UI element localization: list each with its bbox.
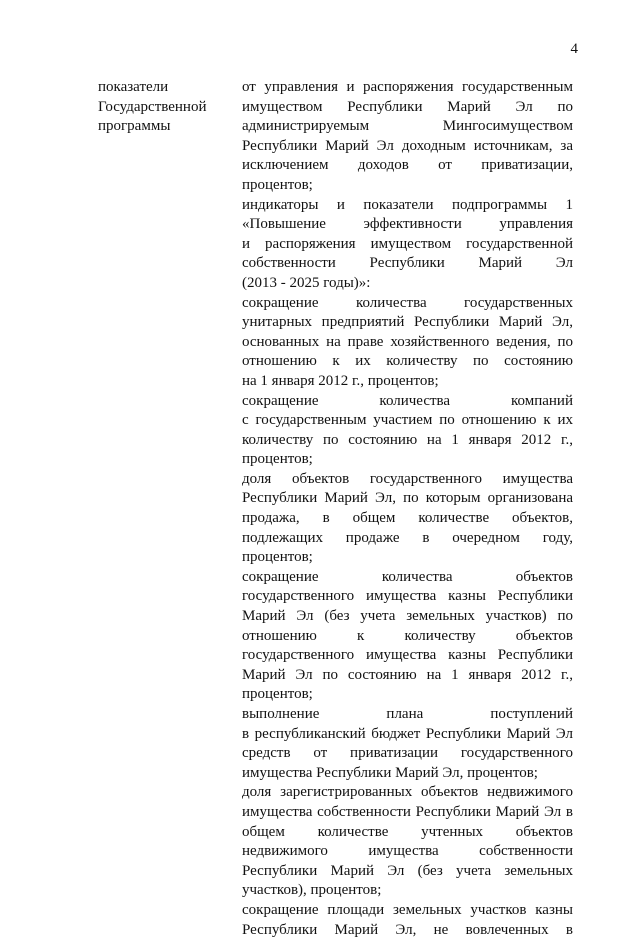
text-line: основанных на праве хозяйственного ведения, по — [242, 333, 573, 350]
text-line: сокращение площади земельных участков казны — [242, 901, 573, 918]
text-line: Республики Марий Эл, не вовлеченных в — [242, 921, 573, 938]
text-line: и распоряжения имуществом государственной — [242, 235, 573, 252]
text-line: имущества собственности Республики Марий Эл в — [242, 803, 573, 820]
text-line: «Повышение эффективности управления — [242, 216, 573, 233]
text-line: имущества Республики Марий Эл, процентов; — [242, 764, 538, 781]
text-line: выполнение плана поступлений — [242, 706, 573, 722]
text-line: администрируемым Мингосимуществом — [242, 118, 573, 135]
text-line: имуществом Республики Марий Эл по — [242, 98, 573, 115]
text-line: унитарных предприятий Республики Марий Эл, — [242, 314, 573, 331]
text-line: средств от приватизации государственного — [242, 745, 573, 762]
text-line: в республиканский бюджет Республики Марий Эл — [242, 725, 573, 742]
text-line: государственного имущества казны Республики — [242, 647, 573, 664]
text-line: общем количестве учтенных объектов — [242, 823, 573, 840]
row-label-line: показатели — [98, 79, 169, 95]
text-line: доля объектов государственного имущества — [242, 470, 573, 487]
text-line: Марий Эл (без учета земельных участков) по — [242, 608, 573, 625]
text-line: доля зарегистрированных объектов недвижимого — [242, 784, 573, 801]
text-line: сокращение количества объектов — [242, 568, 573, 585]
text-line: Республики Марий Эл (без учета земельных — [242, 862, 573, 879]
text-line: исключением доходов от приватизации, — [242, 157, 573, 174]
text-line: процентов; — [242, 686, 313, 703]
text-line: отношению к количеству объектов — [242, 627, 573, 644]
text-line: недвижимого имущества собственности — [242, 843, 573, 860]
text-line: Марий Эл по состоянию на 1 января 2012 г., — [242, 666, 573, 683]
text-line: количеству по состоянию на 1 января 2012 г., — [242, 431, 573, 448]
row-label-line: Государственной — [98, 98, 207, 115]
text-line: собственности Республики Марий Эл — [242, 255, 573, 272]
row-label-line: программы — [98, 118, 171, 135]
page-number: 4 — [570, 41, 578, 57]
text-line: (2013 - 2025 годы)»: — [242, 274, 371, 291]
text-line: от управления и распоряжения государственным — [242, 79, 573, 95]
row-content — [242, 78, 573, 940]
text-line: Республики Марий Эл, по которым организована — [242, 490, 573, 507]
text-line: сокращение количества государственных — [242, 294, 573, 311]
text-line: участков), процентов; — [242, 882, 382, 899]
text-line: процентов; — [242, 176, 313, 193]
text-line: процентов; — [242, 549, 313, 566]
text-line: государственного имущества казны Республики — [242, 588, 573, 605]
text-line: процентов; — [242, 451, 313, 468]
text-line: отношению к их количеству по состоянию — [242, 353, 573, 370]
text-line: на 1 января 2012 г., процентов; — [242, 372, 439, 389]
text-line: с государственным участием по отношению к их — [242, 412, 573, 429]
text-line: подлежащих продаже в очередном году, — [242, 529, 573, 546]
text-line: продажа, в общем количестве объектов, — [242, 510, 573, 527]
row-label — [98, 78, 238, 137]
text-line: индикаторы и показатели подпрограммы 1 — [242, 196, 573, 213]
text-line: сокращение количества компаний — [242, 392, 573, 409]
text-line: Республики Марий Эл доходным источникам, за — [242, 137, 573, 154]
